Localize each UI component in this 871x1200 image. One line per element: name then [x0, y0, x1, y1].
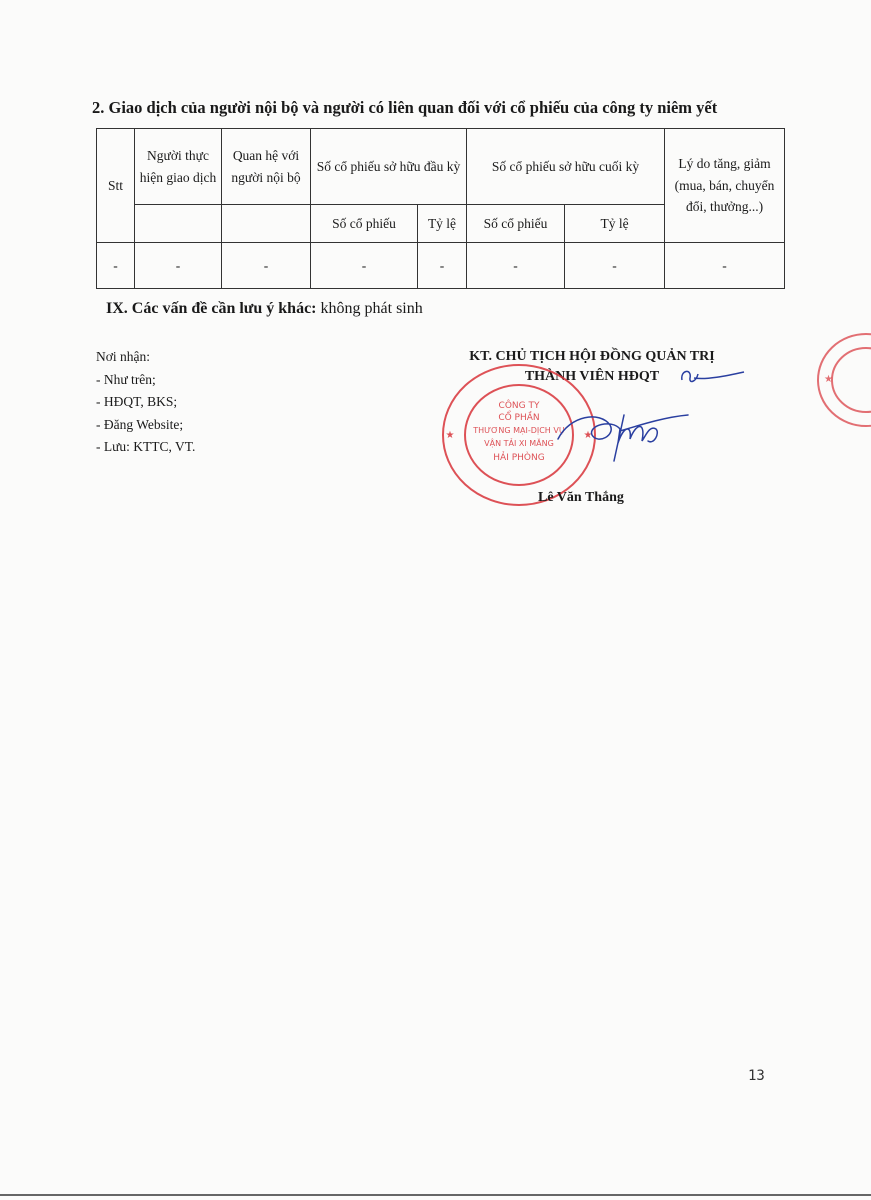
insider-transactions-table [96, 128, 785, 289]
recipient-item: - HĐQT, BKS; [96, 394, 178, 409]
header-stt: Stt [97, 129, 135, 243]
seal-text: VẬN TẢI XI MĂNG [484, 439, 554, 448]
page-number: 13 [748, 1068, 765, 1084]
header-performer: Người thực hiện giao dịch [135, 129, 222, 205]
partial-seal [786, 330, 871, 430]
seal-text: THƯƠNG MẠI-DỊCH VỤ [473, 426, 565, 435]
section-title: 2. Giao dịch của người nội bộ và người có liên quan đối với cổ phiếu của công ty niêm yết [92, 98, 718, 117]
subheader-ratio-begin: Tỷ lệ [418, 205, 467, 243]
svg-text:★: ★ [583, 430, 593, 441]
table-cell: - [97, 243, 135, 289]
recipient-item: - Lưu: KTTC, VT. [96, 439, 196, 454]
table-cell: - [565, 243, 665, 289]
table-row [97, 243, 785, 289]
svg-text:★: ★ [824, 374, 833, 385]
table-cell: - [135, 243, 222, 289]
table-cell: - [222, 243, 311, 289]
section-ix-label: IX. Các vấn đề cần lưu ý khác: [106, 300, 317, 317]
subheader-shares-begin: Số cổ phiếu [311, 205, 418, 243]
recipient-item: - Như trên; [96, 371, 156, 387]
section-ix [106, 300, 423, 318]
subheader-empty [222, 205, 311, 243]
seal-text: CÔNG TY [498, 401, 540, 411]
subheader-empty [135, 205, 222, 243]
signature-title-line2: THÀNH VIÊN HĐQT [524, 369, 660, 384]
header-shares-begin: Số cổ phiếu sở hữu đầu kỳ [311, 129, 467, 205]
handwritten-signature [550, 395, 690, 465]
seal-text: HẢI PHÒNG [493, 453, 545, 463]
header-relation: Quan hệ với người nội bộ [222, 129, 311, 205]
bottom-divider [0, 1194, 871, 1196]
table-cell: - [311, 243, 418, 289]
subheader-ratio-end: Tỷ lệ [565, 205, 665, 243]
header-shares-end: Số cổ phiếu sở hữu cuối kỳ [467, 129, 665, 205]
table-cell: - [467, 243, 565, 289]
table-cell: - [665, 243, 785, 289]
section-ix-value: không phát sinh [320, 300, 423, 317]
header-reason: Lý do tăng, giảm (mua, bán, chuyển đổi, thưởng...) [665, 129, 785, 243]
subheader-shares-end: Số cổ phiếu [467, 205, 565, 243]
initial-mark [676, 366, 746, 388]
recipient-item: - Đăng Website; [96, 416, 184, 432]
seal-text: CỔ PHẦN [498, 413, 540, 423]
signature-title-line1: KT. CHỦ TỊCH HỘI ĐỒNG QUẢN TRỊ [469, 349, 715, 364]
svg-text:★: ★ [445, 430, 455, 441]
table-header-row [97, 129, 785, 205]
recipients-heading: Nơi nhận: [96, 349, 151, 364]
recipients-block [96, 346, 195, 459]
signer-name: Lê Văn Thắng [538, 490, 624, 505]
table-cell: - [418, 243, 467, 289]
